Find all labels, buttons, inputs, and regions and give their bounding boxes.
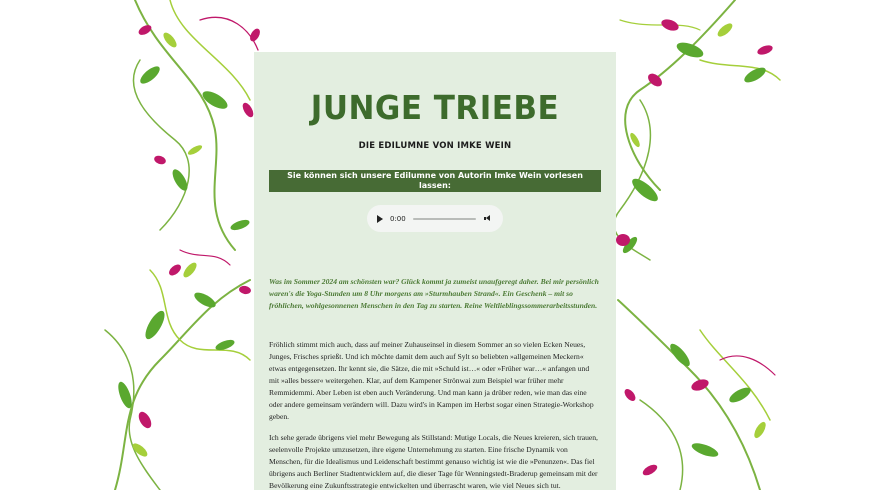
column-subtitle: DIE EDILUMNE VON IMKE WEIN — [358, 141, 512, 151]
body-paragraph: Ich sehe gerade übrigens viel mehr Bewegung als Stillstand: Mutige Locals, die Neues kreieren, sich trauen, seelenvolle Projekte umzusetzen, ihre eigene Unternehmung zu starten. Eine frische Dynamik von Menschen, für die Idealismus und Leidenschaft bestimmt genauso wichtig ist wie die »Penunzen«. Das fiel übrigens auch Berliner Stadtentwicklern auf, die dieser Tage für Wenningstedt-Braderup gemeinsam mit der Bevölkerung eine Zukunftsstrategie entwickelten und überrascht waren, wie viel Neues sich tut. — [269, 433, 598, 490]
audio-player[interactable] — [367, 205, 503, 232]
audio-progress-track[interactable] — [413, 218, 476, 220]
play-icon[interactable] — [377, 215, 383, 223]
column-title: JUNGE TRIEBE — [310, 88, 560, 127]
intro-text: Was im Sommer 2024 am schönsten war? Glück kommt ja zumeist unaufgeregt daher. Bei mir persönlich waren's die Yoga-Stunden um 8 Uhr morgens am »Sturmhauben Strand«. Ein Geschenk – mit so fröhlichen, wohlgesonnenen Menschen in den Tag zu starten. Reine Weltlieblingssommerarbeitsstunden. — [269, 277, 599, 310]
read-aloud-note: Sie können sich unsere Edilumne von Autorin Imke Wein vorlesen lassen: — [269, 170, 601, 192]
column-panel — [254, 52, 616, 490]
volume-icon[interactable] — [484, 214, 493, 223]
read-aloud-note-wrapper — [269, 170, 601, 193]
audio-time: 0:00 — [390, 214, 406, 223]
body-paragraph: Fröhlich stimmt mich auch, dass auf meiner Zuhauseinsel in diesem Sommer an so vielen Ecken Neues, Junges, Frisches sprießt. Und ich möchte damit dem auch auf Sylt so beliebten »allgemeinen Meckern« etwas entgegensetzen. Ihr kennt sie, die Sätze, die mit »Schuld ist…« oder »Früher war…« anfangen und mit »alles besser« weitergehen. Klar, auf dem Kampener Strönwai zum Beispiel war früher mehr Remmidemmi. Aber Leben ist eben auch Veränderung. Und man kann ja drüber reden, wie man das eine oder andere gemeinsam verändern will. Dazu wird's in Kampen im Herbst sogar einen Strategie-Workshop geben. — [269, 340, 594, 421]
article-body — [269, 339, 601, 492]
